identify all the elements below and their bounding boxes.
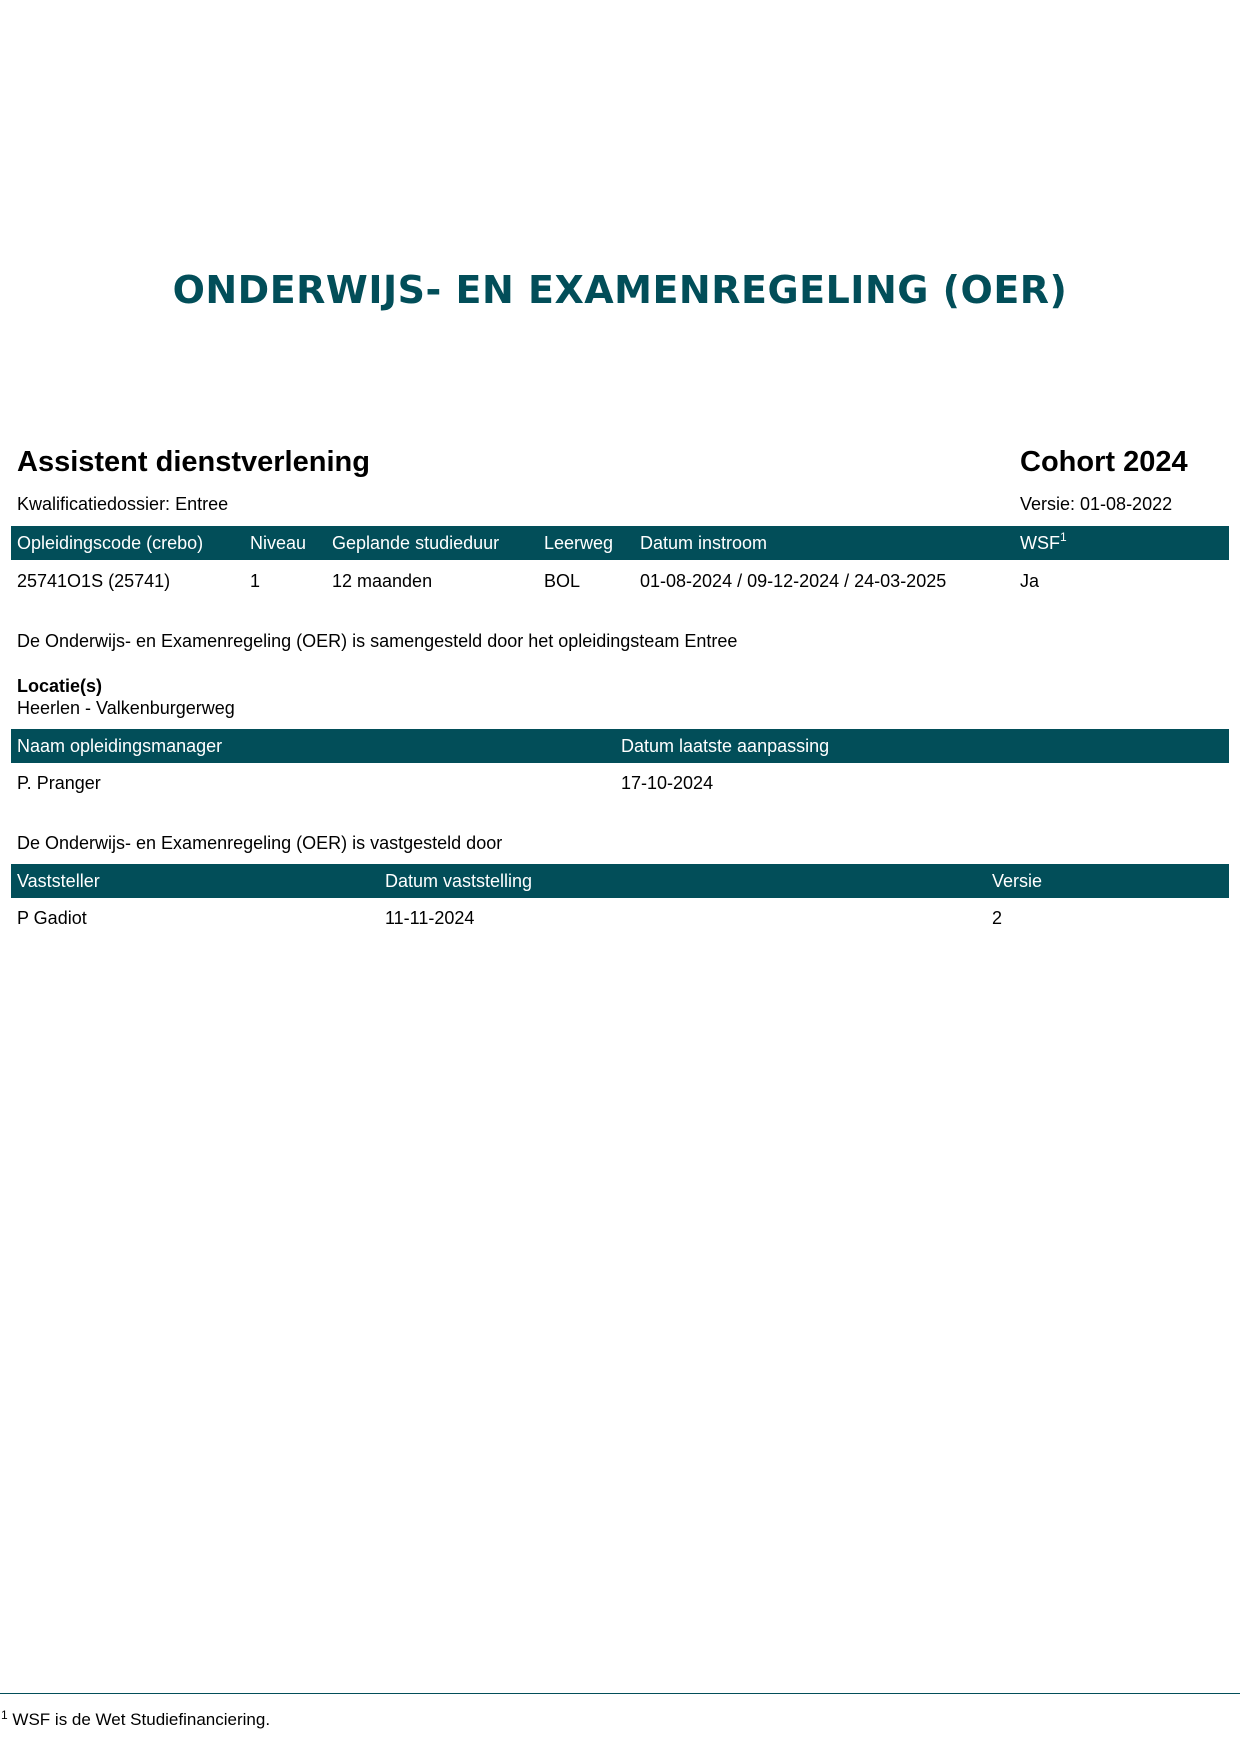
cell-crebo: 25741O1S (25741) [17,571,171,591]
cell-instroom: 01-08-2024 / 09-12-2024 / 24-03-2025 [640,571,947,591]
header-manager-name: Naam opleidingsmanager [17,736,223,756]
cell-vaststeller: P Gadiot [17,908,87,928]
header-versie: Versie [992,871,1043,891]
cell-leerweg: BOL [544,571,581,591]
established-by-text: De Onderwijs- en Examenregeling (OER) is vastgesteld door [17,833,503,853]
header-vaststeller: Vaststeller [17,871,100,891]
document-title: ONDERWIJS- EN EXAMENREGELING (OER) [172,268,1068,312]
header-wsf-label: WSF [1020,533,1060,553]
header-studieduur: Geplande studieduur [332,533,500,553]
cell-wsf: Ja [1020,571,1040,591]
version-label: Versie: 01-08-2022 [1020,494,1173,514]
locations-heading: Locatie(s) [17,676,103,696]
header-last-modified: Datum laatste aanpassing [621,736,830,756]
footnote-mark: 1 [1,1708,8,1722]
establish-table-header [11,864,1229,898]
manager-table-header [11,729,1229,763]
header-crebo: Opleidingscode (crebo) [17,533,204,553]
program-name: Assistent dienstverlening [17,446,370,478]
cell-datum-vaststelling: 11-11-2024 [385,908,475,928]
header-niveau: Niveau [250,533,307,553]
cell-last-modified: 17-10-2024 [621,773,714,793]
header-instroom [640,533,767,554]
header-instroom-label: Datum instroom [640,533,768,553]
program-table-header [11,526,1229,560]
composed-by-text: De Onderwijs- en Examenregeling (OER) is samengesteld door het opleidingsteam Entree [17,631,738,651]
qualification-dossier: Kwalificatiedossier: Entree [17,494,229,514]
footnote [1,1710,270,1730]
cohort-label: Cohort 2024 [1020,446,1188,478]
location-value: Heerlen - Valkenburgerweg [17,698,235,718]
cell-versie: 2 [992,908,1003,928]
cell-studieduur: 12 maanden [332,571,433,591]
cell-niveau: 1 [250,571,261,591]
header-leerweg: Leerweg [544,533,614,553]
footnote-text: WSF is de Wet Studiefinanciering. [12,1710,271,1729]
header-wsf [1020,530,1067,554]
wsf-footnote-mark: 1 [1060,530,1067,544]
cell-manager-name: P. Pranger [17,773,101,793]
header-datum-vaststelling: Datum vaststelling [385,871,533,891]
footnote-divider [0,1693,1240,1694]
